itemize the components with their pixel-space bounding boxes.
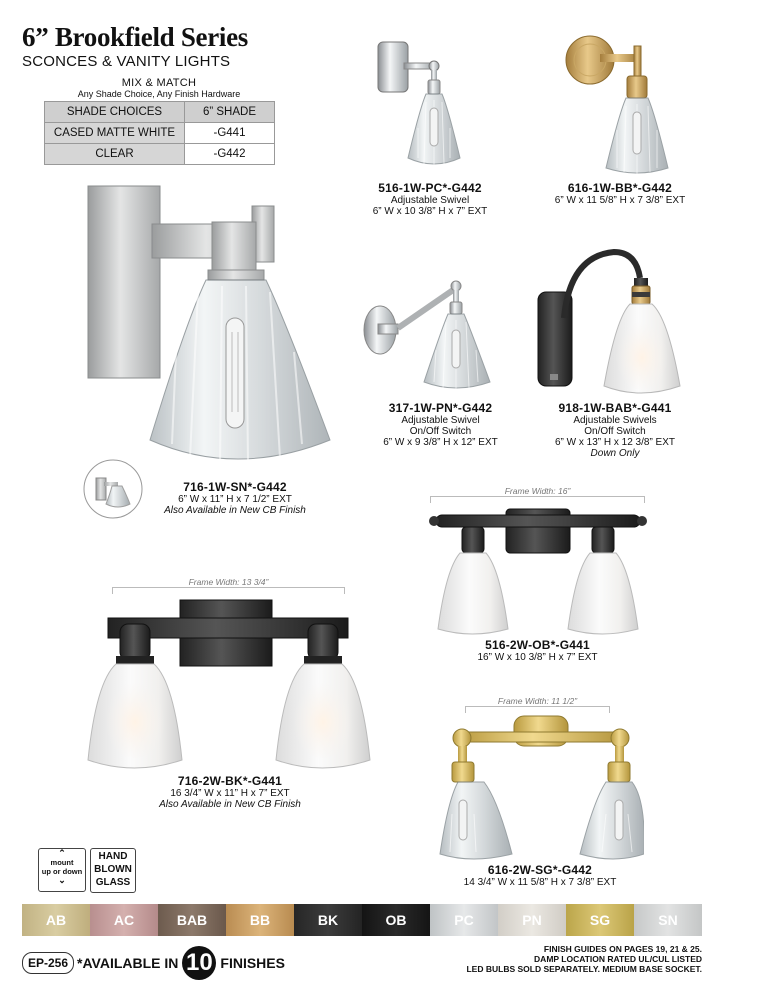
- product-dimensions: 6” W x 11” H x 7 1/2” EXT: [178, 494, 292, 505]
- product-caption-616-1w-bb: [545, 181, 695, 206]
- vanity-616-2w-sg-image: [438, 714, 644, 862]
- product-caption-716-2w-bk: [140, 774, 320, 810]
- footer-note: FINISH GUIDES ON PAGES 19, 21 & 25.: [543, 944, 702, 954]
- product-feature: Adjustable Swivel: [390, 195, 470, 206]
- sconce-thumbnail-icon: [82, 458, 144, 520]
- product-sku: 516-2W-OB*-G441: [485, 638, 590, 652]
- product-feature: On/Off Switch: [409, 426, 472, 437]
- frame-width-516-2w-ob: [430, 486, 645, 503]
- product-sku: 616-1W-BB*-G442: [567, 181, 673, 195]
- finish-swatch-sn: SN: [634, 904, 702, 936]
- page-number: EP-256: [22, 952, 74, 974]
- badge-text: GLASS: [95, 877, 131, 888]
- product-feature: On/Off Switch: [584, 426, 646, 437]
- mount-up-or-down-badge: [38, 848, 86, 892]
- frame-width-line: [430, 496, 645, 503]
- availability-text: [77, 946, 285, 980]
- finish-swatch-bb: BB: [226, 904, 294, 936]
- page-subtitle: SCONCES & VANITY LIGHTS: [22, 53, 231, 70]
- product-sku: 516-1W-PC*-G442: [378, 181, 482, 195]
- product-dimensions: 16 3/4” W x 11” H x 7” EXT: [170, 788, 290, 799]
- frame-width-716-2w-bk: [112, 577, 345, 594]
- hand-blown-glass-badge: [90, 848, 136, 893]
- page-title: 6” Brookfield Series: [22, 22, 248, 52]
- mix-match-subtitle: Any Shade Choice, Any Finish Hardware: [77, 89, 241, 99]
- vanity-516-2w-ob-image: [426, 505, 650, 635]
- finish-swatch-ac: AC: [90, 904, 158, 936]
- table-header-cell: 6” SHADE: [185, 102, 275, 123]
- availability-prefix: *AVAILABLE IN: [77, 955, 179, 971]
- finish-swatch-ob: OB: [362, 904, 430, 936]
- frame-width-616-2w-sg: [465, 696, 610, 713]
- mix-match-heading: [44, 78, 274, 100]
- table-row: [45, 144, 275, 165]
- product-sku: 716-2W-BK*-G441: [177, 774, 283, 788]
- product-dimensions: 6” W x 9 3/8” H x 12” EXT: [383, 437, 498, 448]
- product-dimensions: 6” W x 11 5/8” H x 7 3/8” EXT: [554, 195, 686, 206]
- finish-swatch-ab: AB: [22, 904, 90, 936]
- badge-text: mount: [50, 858, 74, 867]
- finish-count-badge: 10: [182, 946, 216, 980]
- finish-swatch-bk: BK: [294, 904, 362, 936]
- product-caption-716-1w-sn: [150, 480, 320, 516]
- table-header-cell: SHADE CHOICES: [45, 102, 185, 123]
- footer-note: LED BULBS SOLD SEPARATELY. MEDIUM BASE SOCKET.: [466, 964, 702, 974]
- footer-note: DAMP LOCATION RATED UL/CUL LISTED: [534, 954, 702, 964]
- product-dimensions: 16” W x 10 3/8” H x 7” EXT: [477, 652, 598, 663]
- product-note: Also Available in New CB Finish: [164, 505, 306, 516]
- product-dimensions: 6” W x 13” H x 12 3/8” EXT: [554, 437, 676, 448]
- frame-width-label: Frame Width: 16”: [504, 486, 571, 496]
- chevron-down-icon: ⌄: [58, 875, 66, 885]
- frame-width-label: Frame Width: 13 3/4”: [188, 577, 269, 587]
- product-dimensions: 6” W x 10 3/8” H x 7” EXT: [372, 206, 488, 217]
- sconce-716-1w-sn-image: [80, 182, 340, 477]
- frame-width-line: [112, 587, 345, 594]
- product-sku: 616-2W-SG*-G442: [487, 863, 593, 877]
- product-caption-516-2w-ob: [450, 638, 625, 663]
- product-sku: 317-1W-PN*-G442: [388, 401, 493, 415]
- table-cell: CASED MATTE WHITE: [45, 123, 185, 144]
- badge-text: up or down: [41, 867, 83, 876]
- sconce-516-1w-pc-image: [370, 38, 490, 178]
- finish-swatch-bab: BAB: [158, 904, 226, 936]
- table-header-row: [45, 102, 275, 123]
- chevron-up-icon: ⌃: [58, 848, 66, 858]
- product-dimensions: 14 3/4” W x 11 5/8” H x 7 3/8” EXT: [463, 877, 617, 888]
- sconce-317-1w-pn-image: [358, 264, 508, 394]
- table-row: [45, 123, 275, 144]
- product-caption-516-1w-pc: [365, 181, 495, 217]
- finish-swatch-pc: PC: [430, 904, 498, 936]
- finish-swatch-pn: PN: [498, 904, 566, 936]
- sconce-616-1w-bb-image: [560, 30, 685, 180]
- product-caption-317-1w-pn: [368, 401, 513, 448]
- table-cell: -G441: [185, 123, 275, 144]
- table-cell: CLEAR: [45, 144, 185, 165]
- badge-text: BLOWN: [94, 864, 132, 875]
- badge-text: HAND: [98, 851, 128, 862]
- finish-swatches: [22, 904, 702, 936]
- product-sku: 918-1W-BAB*-G441: [558, 401, 672, 415]
- product-feature: Adjustable Swivel: [401, 415, 480, 426]
- product-feature: Adjustable Swivels: [573, 415, 657, 426]
- mix-match-title: MIX & MATCH: [121, 77, 197, 89]
- frame-width-label: Frame Width: 11 1/2”: [497, 696, 578, 706]
- frame-width-line: [465, 706, 610, 713]
- finish-swatch-sg: SG: [566, 904, 634, 936]
- table-cell: -G442: [185, 144, 275, 165]
- shade-choices-table: [44, 101, 275, 165]
- footer-notes: [466, 944, 702, 974]
- footer-availability: [22, 946, 285, 980]
- product-note: Also Available in New CB Finish: [159, 799, 301, 810]
- product-caption-616-2w-sg: [445, 863, 635, 888]
- product-caption-918-1w-bab: [535, 401, 695, 459]
- product-sku: 716-1W-SN*-G442: [183, 480, 287, 494]
- availability-suffix: FINISHES: [220, 955, 285, 971]
- vanity-716-2w-bk-image: [86, 598, 376, 770]
- product-note: Down Only: [590, 448, 640, 459]
- sconce-918-1w-bab-image: [532, 236, 692, 396]
